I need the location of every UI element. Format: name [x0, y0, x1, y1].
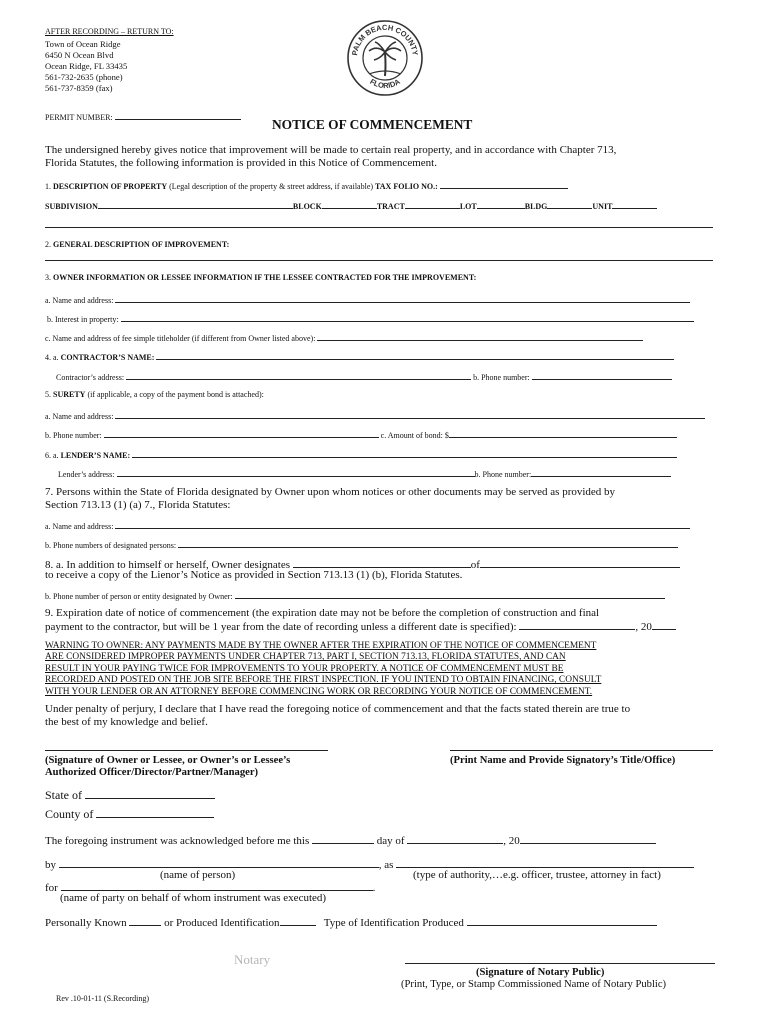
section-7: 7. Persons within the State of Florida designated by Owner upon whom notices or other documents may be served as provided by Section 713.13 (1) (a) 7., Florida Statutes:	[45, 486, 616, 511]
section-4: 4. a. CONTRACTOR’S NAME:	[45, 350, 674, 362]
bldg-field[interactable]	[547, 199, 592, 209]
id-type-field[interactable]	[467, 915, 657, 926]
bond-amount-field[interactable]	[449, 428, 677, 438]
surety-phone-row: b. Phone number: c. Amount of bond: $	[45, 428, 677, 440]
titleholder-field[interactable]	[317, 331, 643, 341]
lender-address-row: Lender’s address: b. Phone number:	[58, 467, 671, 479]
by-row: by , as	[45, 857, 694, 871]
improvement-description-line[interactable]	[45, 260, 713, 261]
address-line: Town of Ocean Ridge	[45, 39, 121, 49]
expiration-date-field[interactable]	[519, 619, 635, 630]
document-title: NOTICE OF COMMENCEMENT	[272, 117, 473, 132]
warning-to-owner: WARNING TO OWNER: ANY PAYMENTS MADE BY THE OWNER AFTER THE EXPIRATION OF THE NOTICE OF COMMENCEMENT ARE CONSIDERED IMPROPER PAYMENTS UNDER CHAPTER 713, PART I, SECTION 713.13, FLORIDA STATUTES, AND CAN RESULT IN YOUR PAYING TWICE FOR IMPROVEMENTS TO YOUR PROPERTY. A NOTICE OF COMMENCEMENT MUST BE RECORDED AND POSTED ON THE JOB SITE BEFORE THE FIRST INSPECTION. IF YOU INTEND TO OBTAIN FINANCING, CONSULT WITH YOUR LENDER OR AN ATTORNEY BEFORE COMMENCING WORK OR RECORDING YOUR NOTICE OF COMMENCEMENT.	[45, 641, 602, 697]
section-6: 6. a. LENDER’S NAME:	[45, 448, 677, 460]
notary-print-caption: (Print, Type, or Stamp Commissioned Name of Notary Public)	[401, 979, 667, 990]
address-line: 561-732-2635 (phone)	[45, 72, 123, 82]
surety-phone-field[interactable]	[104, 428, 379, 438]
contractor-name-field[interactable]	[156, 350, 674, 360]
county-seal	[345, 18, 425, 98]
ack-day-field[interactable]	[312, 833, 374, 844]
owner-signature-caption-1: (Signature of Owner or Lessee, or Owner’s or Lessee’s	[45, 755, 291, 766]
produced-id-field[interactable]	[280, 915, 316, 926]
contractor-phone-field[interactable]	[532, 370, 672, 380]
county-field[interactable]	[96, 806, 214, 818]
titleholder: c. Name and address of fee simple titleholder (if different from Owner listed above):	[45, 331, 643, 343]
permit-number-label: PERMIT NUMBER:	[45, 110, 241, 122]
interest-field[interactable]	[121, 312, 694, 322]
section-1: 1. DESCRIPTION OF PROPERTY (Legal description of the property & street address, if available) TAX FOLIO NO.:	[45, 179, 568, 191]
contractor-address-row: Contractor’s address: b. Phone number:	[56, 370, 672, 382]
owner-name-address: a. Name and address:	[45, 293, 690, 305]
for-row: for .	[45, 882, 376, 894]
designated-name-field[interactable]	[115, 519, 690, 529]
designee-field[interactable]	[293, 557, 471, 568]
identification-row: Personally Known or Produced Identification Type of Identification Produced	[45, 915, 657, 929]
return-to-label: AFTER RECORDING – RETURN TO:	[45, 27, 174, 36]
address-line: Ocean Ridge, FL 33435	[45, 61, 128, 71]
designated-phone-field[interactable]	[178, 538, 678, 548]
authority-field[interactable]	[396, 857, 694, 868]
by-person-field[interactable]	[59, 857, 379, 868]
state-field[interactable]	[85, 787, 215, 799]
section-3: 3. OWNER INFORMATION OR LESSEE INFORMATION IF THE LESSEE CONTRACTED FOR THE IMPROVEMENT:	[45, 273, 477, 282]
expiration-year-field[interactable]	[652, 619, 676, 630]
block-field[interactable]	[322, 199, 377, 209]
designee-of-field[interactable]	[480, 557, 680, 568]
perjury-statement: Under penalty of perjury, I declare that I have read the foregoing notice of commencement and that the facts stated therein are true to the best of my knowledge and belief.	[45, 703, 631, 728]
surety-name-field[interactable]	[115, 409, 705, 419]
designated-name-address: a. Name and address:	[45, 519, 690, 531]
lot-field[interactable]	[477, 199, 525, 209]
lender-name-field[interactable]	[132, 448, 677, 458]
ack-month-field[interactable]	[407, 833, 503, 844]
personally-known-field[interactable]	[129, 915, 161, 926]
notary-signature-line[interactable]	[405, 963, 715, 964]
county-row: County of	[45, 806, 214, 822]
name-of-person-caption: (name of person)	[160, 869, 236, 881]
seal-top-text: PALM BEACH COUNTY	[350, 22, 420, 57]
palm-tree-icon	[369, 42, 401, 76]
permit-number-field[interactable]	[115, 110, 241, 120]
ack-year-field[interactable]	[520, 833, 656, 844]
lender-address-field[interactable]	[117, 467, 475, 477]
address-line: 6450 N Ocean Blvd	[45, 50, 114, 60]
section-9-line1: 9. Expiration date of notice of commencement (the expiration date may not be before the completion of construction and final	[45, 607, 600, 619]
tract-field[interactable]	[405, 199, 460, 209]
designated-phone-row: b. Phone numbers of designated persons:	[45, 538, 678, 550]
owner-signature-line[interactable]	[45, 750, 328, 751]
party-caption: (name of party on behalf of whom instrument was executed)	[60, 892, 327, 904]
section-8: 8. a. In addition to himself or herself, Owner designates of	[45, 557, 680, 571]
acknowledgment-row: The foregoing instrument was acknowledged before me this day of , 20	[45, 833, 656, 847]
authority-caption: (type of authority,…e.g. officer, trustee, attorney in fact)	[413, 869, 661, 881]
interest-in-property: b. Interest in property:	[47, 312, 694, 324]
notary-watermark: Notary	[234, 952, 271, 967]
party-field[interactable]	[61, 880, 373, 891]
owner-signature-caption-2: Authorized Officer/Director/Partner/Manager)	[45, 767, 259, 778]
svg-text:FLORIDA	[368, 77, 402, 90]
tax-folio-field[interactable]	[440, 179, 568, 189]
lienor-notice-text: to receive a copy of the Lienor’s Notice as provided in Section 713.13 (1) (b), Florida Statutes.	[45, 569, 463, 581]
section-9-line2: payment to the contractor, but will be 1 year from the date of recording unless a different date is specified): , 20	[45, 619, 676, 633]
contractor-address-field[interactable]	[126, 370, 471, 380]
lender-phone-field[interactable]	[531, 467, 671, 477]
revision-label: Rev .10-01-11 (S.Recording)	[56, 994, 150, 1003]
unit-field[interactable]	[612, 199, 657, 209]
print-name-caption: (Print Name and Provide Signatory’s Title/Office)	[450, 755, 676, 766]
state-row: State of	[45, 787, 215, 803]
intro-text: The undersigned hereby gives notice that improvement will be made to certain real property, and in accordance with Chapter 713, Florida Statutes, the following information is provided in this Notice of Commencement.	[45, 144, 617, 169]
print-name-line[interactable]	[450, 750, 713, 751]
designee-phone-field[interactable]	[235, 589, 665, 599]
subdivision-row: SUBDIVISION BLOCK TRACT LOT BLDG UNIT	[45, 199, 657, 211]
property-description-line[interactable]	[45, 227, 713, 228]
section-5: 5. SURETY (if applicable, a copy of the payment bond is attached):	[45, 390, 264, 399]
surety-name-address: a. Name and address:	[45, 409, 705, 421]
seal-bottom-text: FLORIDA	[368, 76, 402, 91]
owner-name-field[interactable]	[115, 293, 690, 303]
notary-signature-caption: (Signature of Notary Public)	[476, 967, 605, 978]
address-line: 561-737-8359 (fax)	[45, 83, 113, 93]
designee-phone-row: b. Phone number of person or entity designated by Owner:	[45, 589, 665, 601]
subdivision-field[interactable]	[98, 199, 293, 209]
section-2: 2. GENERAL DESCRIPTION OF IMPROVEMENT:	[45, 240, 230, 249]
